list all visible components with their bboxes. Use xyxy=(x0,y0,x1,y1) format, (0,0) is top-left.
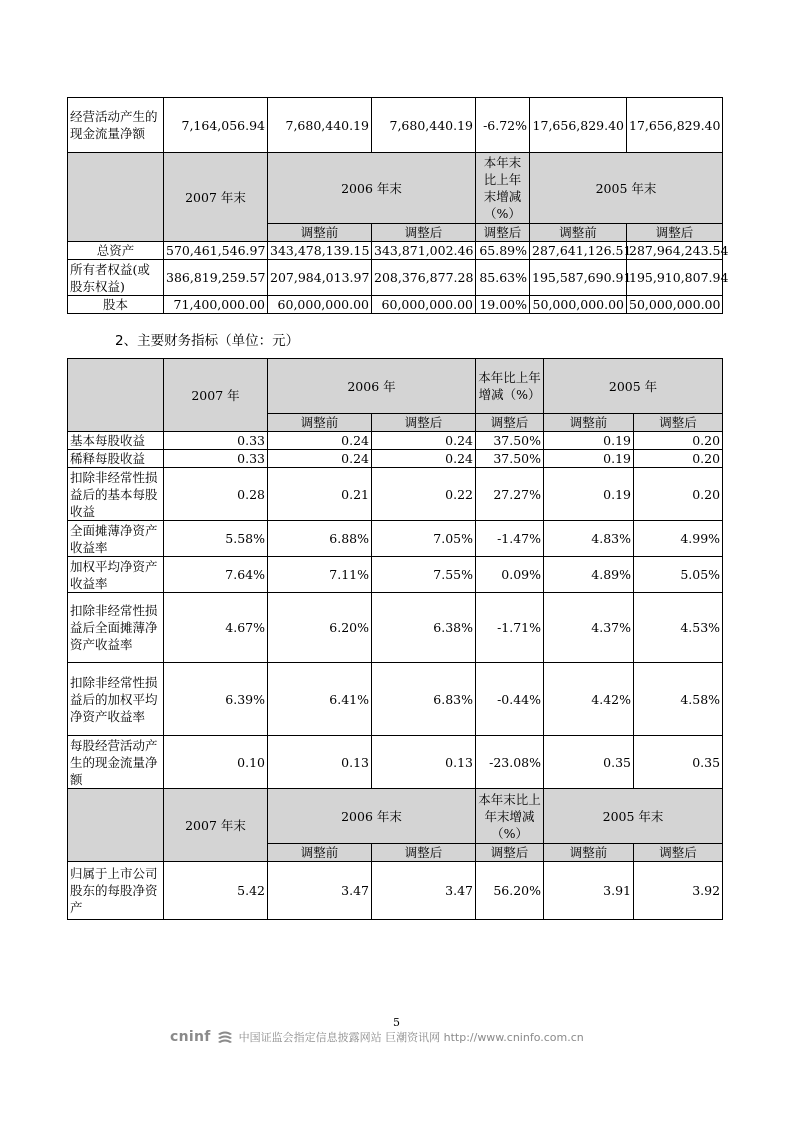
row-label: 归属于上市公司股东的每股净资产 xyxy=(68,862,164,920)
sub-before: 调整前 xyxy=(530,224,627,242)
cell: 0.24 xyxy=(372,450,476,468)
footer-text: 中国证监会指定信息披露网站 巨潮资讯网 http://www.cninfo.com.cn xyxy=(238,1031,584,1044)
cell: 7.64% xyxy=(164,557,268,593)
footer xyxy=(170,1028,584,1046)
cell: 0.19 xyxy=(544,468,634,521)
cell: 195,587,690.91 xyxy=(530,260,627,296)
cell: 6.83% xyxy=(372,663,476,736)
row-label: 加权平均净资产收益率 xyxy=(68,557,164,593)
header-change: 本年末比上年末增减（%） xyxy=(476,789,544,844)
cell: 4.89% xyxy=(544,557,634,593)
table-row xyxy=(68,260,723,296)
cell: 207,984,013.97 xyxy=(268,260,372,296)
cell: -1.71% xyxy=(476,593,544,663)
cell: 60,000,000.00 xyxy=(372,296,476,314)
cell: 71,400,000.00 xyxy=(164,296,268,314)
row-label: 股本 xyxy=(68,296,164,314)
header-empty xyxy=(68,359,164,432)
cell: 37.50% xyxy=(476,432,544,450)
row-label: 总资产 xyxy=(68,242,164,260)
cell: 0.24 xyxy=(268,450,372,468)
row-label: 扣除非经常性损益后全面摊薄净资产收益率 xyxy=(68,593,164,663)
cell: 0.33 xyxy=(164,450,268,468)
balance-table xyxy=(67,97,729,314)
sub-after: 调整后 xyxy=(372,414,476,432)
cell: 37.50% xyxy=(476,450,544,468)
table-row xyxy=(68,593,723,663)
table-row xyxy=(68,663,723,736)
sub-before: 调整前 xyxy=(544,414,634,432)
row-label: 稀释每股收益 xyxy=(68,450,164,468)
cell: 7,164,056.94 xyxy=(164,98,268,153)
cell: 60,000,000.00 xyxy=(268,296,372,314)
cell: 4.37% xyxy=(544,593,634,663)
header-2005: 2005 年 xyxy=(544,359,723,414)
cell: 7,680,440.19 xyxy=(268,98,372,153)
table-row xyxy=(68,468,723,521)
cell: 4.67% xyxy=(164,593,268,663)
cell: 56.20% xyxy=(476,862,544,920)
row-label: 基本每股收益 xyxy=(68,432,164,450)
cell: 0.20 xyxy=(634,450,723,468)
cell: 27.27% xyxy=(476,468,544,521)
page-number: 5 xyxy=(393,1016,400,1029)
sub-after: 调整后 xyxy=(634,414,723,432)
header-2006: 2006 年末 xyxy=(268,789,476,844)
cell: 4.83% xyxy=(544,521,634,557)
cell: 4.42% xyxy=(544,663,634,736)
sub-before: 调整前 xyxy=(268,224,372,242)
cell: 3.91 xyxy=(544,862,634,920)
cell: 7.11% xyxy=(268,557,372,593)
cell: 3.47 xyxy=(372,862,476,920)
table-row xyxy=(68,862,723,920)
header-2006: 2006 年 xyxy=(268,359,476,414)
table-row xyxy=(68,242,723,260)
row-label: 全面摊薄净资产收益率 xyxy=(68,521,164,557)
cell: 6.88% xyxy=(268,521,372,557)
cell: -6.72% xyxy=(476,98,530,153)
section-subtitle: 2、主要财务指标（单位：元） xyxy=(115,333,300,349)
cell: 0.22 xyxy=(372,468,476,521)
sub-after: 调整后 xyxy=(627,224,723,242)
cell: 6.20% xyxy=(268,593,372,663)
cell: 6.38% xyxy=(372,593,476,663)
row-label: 经营活动产生的现金流量净额 xyxy=(68,98,164,153)
table-row xyxy=(68,521,723,557)
indicators-table xyxy=(67,358,723,920)
cell: 386,819,259.57 xyxy=(164,260,268,296)
cell: 0.10 xyxy=(164,736,268,789)
table-row xyxy=(68,296,723,314)
row-label: 扣除非经常性损益后的加权平均净资产收益率 xyxy=(68,663,164,736)
row-label: 每股经营活动产生的现金流量净额 xyxy=(68,736,164,789)
header-2005: 2005 年末 xyxy=(530,153,723,224)
cell: 4.99% xyxy=(634,521,723,557)
cell: 0.13 xyxy=(268,736,372,789)
cell: -0.44% xyxy=(476,663,544,736)
cell: 0.20 xyxy=(634,432,723,450)
header-change: 本年末比上年末增减（%） xyxy=(476,153,530,224)
cell: 0.13 xyxy=(372,736,476,789)
sub-before: 调整前 xyxy=(268,844,372,862)
row-label: 扣除非经常性损益后的基本每股收益 xyxy=(68,468,164,521)
cell: 85.63% xyxy=(476,260,530,296)
cell: -1.47% xyxy=(476,521,544,557)
table-row xyxy=(68,450,723,468)
cell: 208,376,877.28 xyxy=(372,260,476,296)
cell: 0.09% xyxy=(476,557,544,593)
cell: 7,680,440.19 xyxy=(372,98,476,153)
header-empty xyxy=(68,153,164,242)
cell: 5.58% xyxy=(164,521,268,557)
cell: 287,641,126.51 xyxy=(530,242,627,260)
cell: 195,910,807.94 xyxy=(627,260,723,296)
cell: 7.55% xyxy=(372,557,476,593)
cell: 0.33 xyxy=(164,432,268,450)
sub-after: 调整后 xyxy=(476,844,544,862)
cell: 0.35 xyxy=(634,736,723,789)
header-row xyxy=(68,789,723,844)
sub-after: 调整后 xyxy=(372,844,476,862)
cell: 343,871,002.46 xyxy=(372,242,476,260)
table-row xyxy=(68,557,723,593)
cell: 7.05% xyxy=(372,521,476,557)
cell: 5.05% xyxy=(634,557,723,593)
cell: 0.21 xyxy=(268,468,372,521)
cell: 570,461,546.97 xyxy=(164,242,268,260)
cell: 0.35 xyxy=(544,736,634,789)
cell: 6.39% xyxy=(164,663,268,736)
cell: 0.24 xyxy=(372,432,476,450)
cell: 3.47 xyxy=(268,862,372,920)
sub-after: 调整后 xyxy=(634,844,723,862)
cell: 65.89% xyxy=(476,242,530,260)
cell: 6.41% xyxy=(268,663,372,736)
cell: 17,656,829.40 xyxy=(627,98,723,153)
cninfo-logo-icon xyxy=(217,1030,233,1044)
header-row xyxy=(68,359,723,414)
header-2007: 2007 年 xyxy=(164,359,268,432)
cell: 4.58% xyxy=(634,663,723,736)
footer-brand: cninf xyxy=(170,1029,211,1045)
cell: 19.00% xyxy=(476,296,530,314)
cell: 0.19 xyxy=(544,432,634,450)
sub-after: 调整后 xyxy=(372,224,476,242)
cell: 0.20 xyxy=(634,468,723,521)
sub-before: 调整前 xyxy=(268,414,372,432)
header-2007: 2007 年末 xyxy=(164,153,268,242)
cell: 4.53% xyxy=(634,593,723,663)
cell: 5.42 xyxy=(164,862,268,920)
header-2005: 2005 年末 xyxy=(544,789,723,844)
cell: 0.28 xyxy=(164,468,268,521)
cell: 0.19 xyxy=(544,450,634,468)
header-2006: 2006 年末 xyxy=(268,153,476,224)
cell: 343,478,139.15 xyxy=(268,242,372,260)
sub-after: 调整后 xyxy=(476,414,544,432)
cell: 50,000,000.00 xyxy=(627,296,723,314)
header-row xyxy=(68,153,723,224)
cell: 0.24 xyxy=(268,432,372,450)
table-row xyxy=(68,98,723,153)
cell: -23.08% xyxy=(476,736,544,789)
cell: 287,964,243.54 xyxy=(627,242,723,260)
table-row xyxy=(68,432,723,450)
sub-before: 调整前 xyxy=(544,844,634,862)
header-change: 本年比上年增减（%） xyxy=(476,359,544,414)
header-2007: 2007 年末 xyxy=(164,789,268,862)
cell: 17,656,829.40 xyxy=(530,98,627,153)
table-row xyxy=(68,736,723,789)
cell: 50,000,000.00 xyxy=(530,296,627,314)
row-label: 所有者权益(或股东权益) xyxy=(68,260,164,296)
header-empty xyxy=(68,789,164,862)
cell: 3.92 xyxy=(634,862,723,920)
sub-after: 调整后 xyxy=(476,224,530,242)
